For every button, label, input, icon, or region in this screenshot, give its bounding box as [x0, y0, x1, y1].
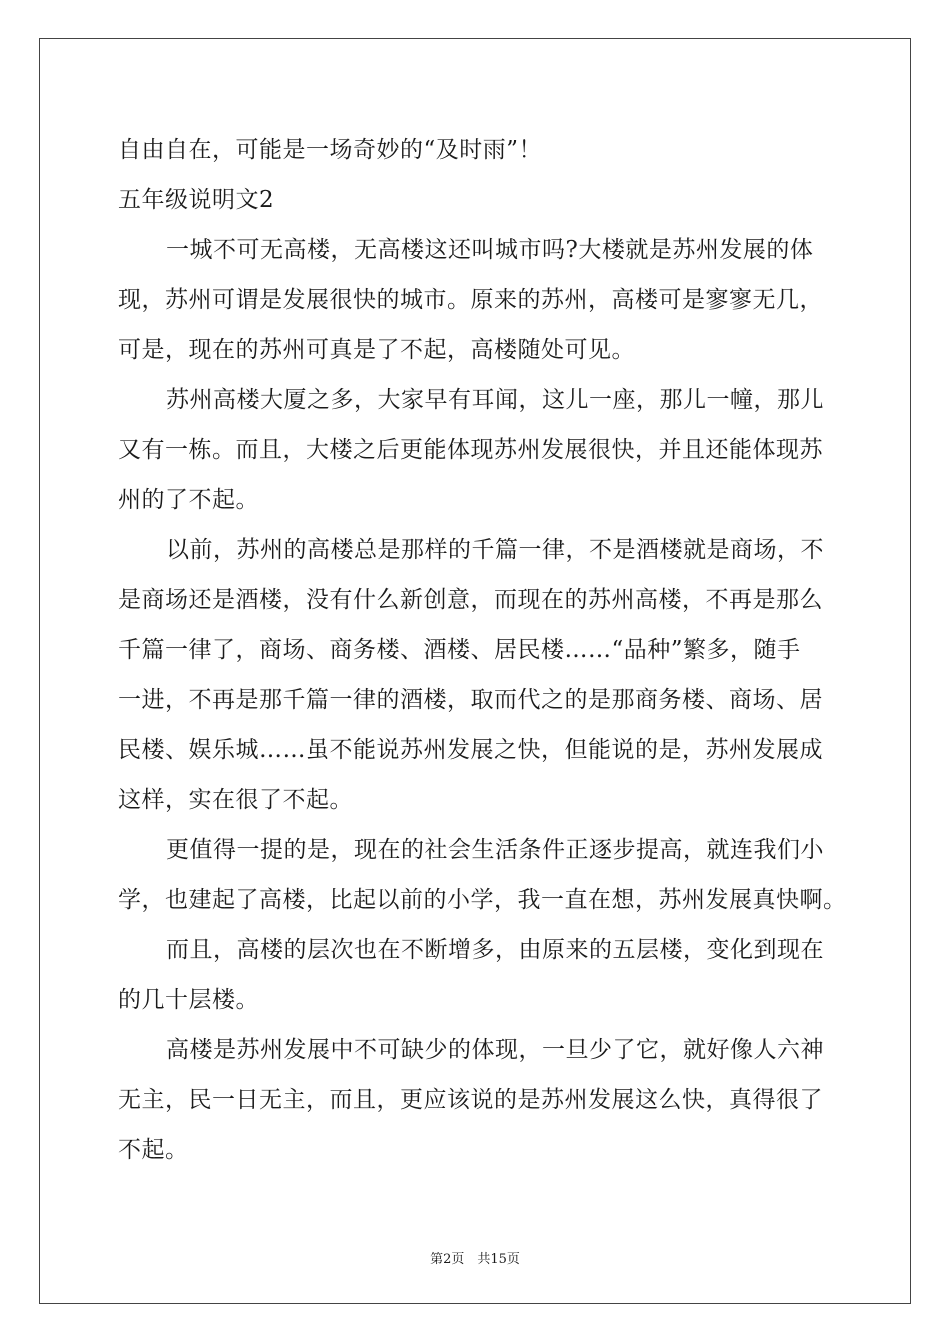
paragraph-line: 可是，现在的苏州可真是了不起，高楼随处可见。 — [118, 337, 635, 363]
paragraph-line: 一进，不再是那千篇一律的酒楼，取而代之的是那商务楼、商场、居 — [118, 687, 823, 713]
paragraph-line: 高楼是苏州发展中不可缺少的体现，一旦少了它，就好像人六神 — [166, 1037, 824, 1063]
paragraph-line: 现，苏州可谓是发展很快的城市。原来的苏州，高楼可是寥寥无几， — [118, 287, 823, 313]
paragraph-line: 一城不可无高楼，无高楼这还叫城市吗?大楼就是苏州发展的体 — [166, 237, 814, 263]
paragraph-line: 无主，民一日无主，而且，更应该说的是苏州发展这么快，真得很了 — [118, 1087, 823, 1113]
paragraph-line: 是商场还是酒楼，没有什么新创意，而现在的苏州高楼，不再是那么 — [118, 587, 823, 613]
document-body — [118, 125, 847, 1175]
text-line: 自由自在，可能是一场奇妙的“及时雨”！ — [118, 137, 543, 163]
paragraph-line: 千篇一律了，商场、商务楼、酒楼、居民楼……“品种”繁多，随手 — [118, 637, 801, 663]
paragraph-line: 民楼、娱乐城……虽不能说苏州发展之快，但能说的是，苏州发展成 — [118, 737, 823, 763]
paragraph-line: 更值得一提的是，现在的社会生活条件正逐步提高，就连我们小 — [166, 837, 824, 863]
paragraph-line: 不起。 — [118, 1137, 189, 1163]
paragraph-line: 而且，高楼的层次也在不断增多，由原来的五层楼，变化到现在 — [166, 937, 824, 963]
paragraph-line: 这样，实在很了不起。 — [118, 787, 353, 813]
paragraph-line: 以前，苏州的高楼总是那样的千篇一律，不是酒楼就是商场，不 — [166, 537, 824, 563]
paragraph-line: 又有一栋。而且，大楼之后更能体现苏州发展很快，并且还能体现苏 — [118, 437, 823, 463]
paragraph-line: 的几十层楼。 — [118, 987, 259, 1013]
paragraph-line: 苏州高楼大厦之多，大家早有耳闻，这儿一座，那儿一幢，那儿 — [166, 387, 824, 413]
page-number: 第2页 共15页 — [430, 1252, 520, 1267]
paragraph-line: 州的了不起。 — [118, 487, 259, 513]
paragraph-line: 学，也建起了高楼，比起以前的小学，我一直在想，苏州发展真快啊。 — [118, 887, 847, 913]
essay-title: 五年级说明文2 — [118, 187, 275, 213]
